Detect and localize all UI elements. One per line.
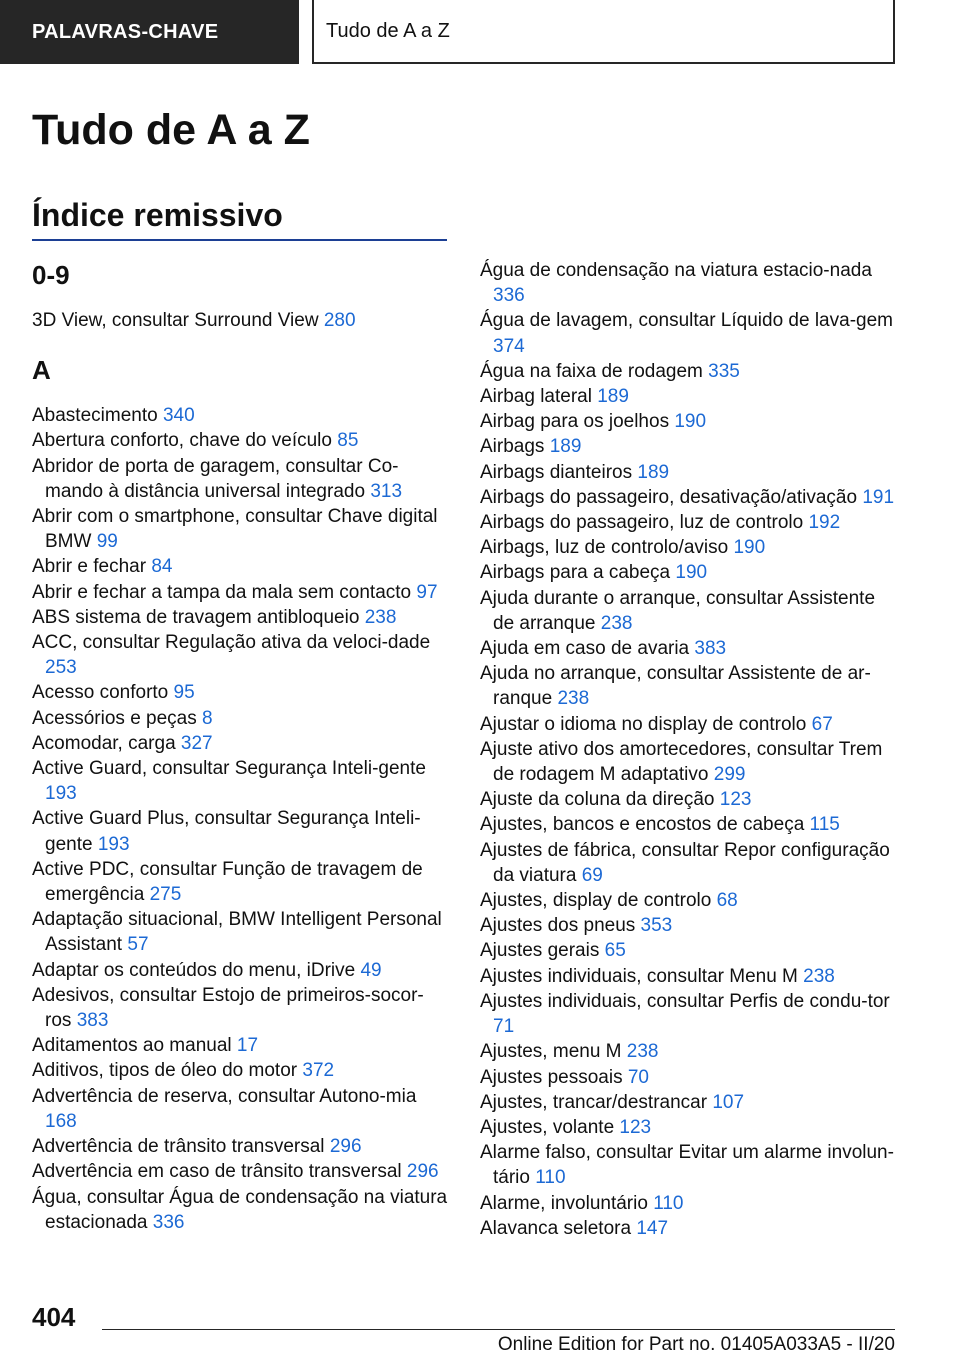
header-section-label: PALAVRAS-CHAVE (32, 20, 219, 43)
index-entry-text: Alarme falso, consultar Evitar um alarme involun‐tário (480, 1142, 894, 1189)
index-entry (32, 308, 448, 333)
index-entry-page-link[interactable]: 190 (675, 562, 708, 584)
index-entry-page-link[interactable]: 115 (809, 814, 840, 836)
index-entry-text: Ajuste da coluna da direção (480, 789, 715, 811)
index-entry-text: Alavanca seletora (480, 1217, 632, 1239)
index-entry-text: Abrir e fechar a tampa da mala sem contacto (32, 581, 412, 603)
footer-divider (102, 1329, 895, 1330)
index-entry-text: Aditivos, tipos de óleo do motor (32, 1060, 298, 1082)
index-entry (32, 403, 448, 428)
index-entry-text: ACC, consultar Regulação ativa da veloci‐dade (32, 632, 431, 654)
index-entry-page-link[interactable]: 238 (803, 965, 835, 987)
index-entry (32, 1185, 448, 1235)
index-entry-text: Active Guard, consultar Segurança Inteli‐gente (32, 758, 426, 780)
index-entry (480, 308, 896, 358)
page-title: Tudo de A a Z (32, 106, 310, 154)
index-entry (480, 1216, 896, 1241)
index-entry (480, 560, 896, 585)
page-number: 404 (32, 1302, 76, 1332)
index-entry-page-link[interactable]: 238 (626, 1041, 659, 1063)
index-entry (32, 1058, 448, 1083)
index-entry (32, 554, 448, 579)
index-entry (480, 913, 896, 938)
index-entry-page-link[interactable]: 8 (202, 707, 213, 729)
index-entry (480, 964, 896, 989)
index-entry-page-link[interactable]: 253 (45, 657, 77, 679)
index-entry (480, 989, 896, 1039)
index-entry-page-link[interactable]: 190 (733, 537, 766, 559)
footer-edition-text: Online Edition for Part no. 01405A033A5 - II/20 (497, 1334, 895, 1355)
index-entry-text: Adaptar os conteúdos do menu, iDrive (32, 959, 356, 981)
index-entry-text: Ajustes, trancar/destrancar (480, 1091, 708, 1113)
index-entry-text: Ajustes dos pneus (480, 915, 636, 937)
index-entry (32, 454, 448, 504)
index-entry-page-link[interactable]: 84 (151, 556, 173, 578)
index-entry-page-link[interactable]: 238 (557, 688, 590, 710)
index-entry-page-link[interactable]: 190 (674, 411, 707, 433)
index-entry (480, 409, 896, 434)
index-entry-page-link[interactable]: 85 (337, 430, 359, 452)
index-column-right (480, 258, 896, 1241)
index-entry-text: ABS sistema de travagem antibloqueio (32, 606, 360, 628)
index-entry-page-link[interactable]: 335 (708, 360, 740, 382)
index-entry-page-link[interactable]: 168 (45, 1110, 77, 1132)
index-entry-page-link[interactable]: 372 (302, 1060, 335, 1082)
index-entry-text: Airbag lateral (480, 386, 592, 408)
index-group-letter: 0-9 (32, 260, 70, 290)
index-entry (32, 1159, 448, 1184)
index-entry-page-link[interactable]: 336 (152, 1211, 185, 1233)
index-entry (32, 857, 448, 907)
index-entry (480, 712, 896, 737)
index-entry-page-link[interactable]: 275 (149, 884, 182, 906)
index-entry (480, 384, 896, 409)
index-entry-page-link[interactable]: 340 (162, 405, 195, 427)
index-entry-text: Airbags do passageiro, desativação/ativação (480, 486, 858, 508)
index-group-letter: A (32, 355, 51, 386)
index-entry (480, 737, 896, 787)
index-entry (480, 510, 896, 535)
index-entry (480, 535, 896, 560)
index-entry-text: Ajustes pessoais (480, 1066, 623, 1088)
index-entry-page-link[interactable]: 65 (604, 940, 626, 962)
index-entry-page-link[interactable]: 383 (76, 1010, 109, 1032)
index-entry-text: Airbag para os joelhos (480, 411, 670, 433)
index-entry-text: Airbags dianteiros (480, 461, 633, 483)
index-entry-page-link[interactable]: 95 (173, 682, 195, 704)
index-entry (32, 1033, 448, 1058)
section-divider (32, 239, 447, 241)
index-entry-text: Ajustes, display de controlo (480, 890, 712, 912)
index-entry (480, 1039, 896, 1064)
index-entry-text: Alarme, involuntário (480, 1192, 648, 1214)
index-entry-page-link[interactable]: 99 (96, 531, 118, 553)
index-entry-page-link[interactable]: 110 (653, 1192, 684, 1214)
index-entry-page-link[interactable]: 49 (360, 959, 382, 981)
index-entry (480, 1065, 896, 1090)
index-entry (480, 787, 896, 812)
index-entry (32, 680, 448, 705)
index-entry-text: Acessórios e peças (32, 707, 197, 729)
index-entry-page-link[interactable]: 123 (719, 789, 752, 811)
index-entry-page-link[interactable]: 189 (637, 461, 670, 483)
index-entry-page-link[interactable]: 383 (694, 638, 727, 660)
index-entry-page-link[interactable]: 110 (535, 1167, 566, 1189)
index-entry-page-link[interactable]: 97 (416, 581, 438, 603)
index-entry-page-link[interactable]: 327 (180, 732, 213, 754)
index-entry (32, 907, 448, 957)
index-entry (32, 806, 448, 856)
index-entry-text: Advertência de reserva, consultar Autono‐mia (32, 1085, 417, 1107)
index-entry (480, 888, 896, 913)
index-entry-text: Abrir com o smartphone, consultar Chave digital BMW (32, 506, 438, 553)
index-entry-page-link[interactable]: 296 (329, 1136, 362, 1158)
index-entry (480, 1191, 896, 1216)
index-entry-page-link[interactable]: 17 (236, 1035, 259, 1057)
index-entry-text: Advertência de trânsito transversal (32, 1136, 325, 1158)
index-entry-page-link[interactable]: 192 (808, 512, 841, 534)
index-entry (32, 706, 448, 731)
index-entry-text: Aditamentos ao manual (32, 1035, 232, 1057)
index-entry-page-link[interactable]: 280 (323, 310, 356, 331)
index-entry-text: Acomodar, carga (32, 732, 176, 754)
index-entry-page-link[interactable]: 189 (597, 386, 629, 408)
index-entry (32, 1084, 448, 1134)
index-entry-text: Água, consultar Água de condensação na viatura estacionada (32, 1186, 448, 1233)
index-entry-text: Active PDC, consultar Função de travagem de emergência (32, 858, 423, 906)
index-group (32, 258, 448, 333)
index-entry-text: 3D View, consultar Surround View (32, 310, 319, 331)
index-entry (480, 485, 896, 510)
index-entry-text: Ajuste ativo dos amortecedores, consultar Trem de rodagem M adaptativo (480, 738, 883, 786)
index-entry (32, 605, 448, 630)
index-entry-text: Abertura conforto, chave do veículo (32, 430, 332, 452)
section-title: Índice remissivo (32, 197, 283, 233)
index-entry (480, 434, 896, 459)
index-entry-text: Abrir e fechar (32, 556, 147, 578)
index-entry-text: Abastecimento (32, 405, 158, 427)
index-entry (480, 636, 896, 661)
index-entry (480, 359, 896, 384)
index-entry-text: Água na faixa de rodagem (480, 360, 703, 382)
index-entry-page-link[interactable]: 193 (97, 833, 130, 855)
index-entry (480, 258, 896, 308)
index-entry (32, 958, 448, 983)
index-entry-text: Ajuda no arranque, consultar Assistente de ar‐ranque (480, 663, 871, 710)
index-entry-page-link[interactable]: 68 (716, 890, 738, 912)
index-column-left (32, 258, 448, 1235)
index-entry (32, 1134, 448, 1159)
index-entry-page-link[interactable]: 107 (712, 1091, 745, 1113)
index-entry (32, 580, 448, 605)
index-entry (480, 812, 896, 837)
index-entry-page-link[interactable]: 299 (713, 764, 746, 786)
index-entry-text: Ajuda em caso de avaria (480, 638, 690, 660)
index-entry-text: Adaptação situacional, BMW Intelligent Personal Assistant (32, 909, 442, 956)
index-entry (480, 661, 896, 711)
index-entry-text: Airbags do passageiro, luz de controlo (480, 512, 804, 534)
header-title-tab (312, 0, 895, 64)
index-entry-page-link[interactable]: 193 (45, 783, 77, 805)
index-entry-page-link[interactable]: 238 (600, 612, 633, 634)
header-title-label: Tudo de A a Z (326, 19, 450, 42)
index-entry-text: Abridor de porta de garagem, consultar Co‐mando à distância universal integrado (32, 455, 399, 502)
index-entry-text: Ajustes individuais, consultar Menu M (480, 965, 798, 987)
index-entry-page-link[interactable]: 57 (127, 934, 149, 956)
index-entry-text: Airbags para a cabeça (480, 562, 671, 584)
index-entry-page-link[interactable]: 123 (619, 1116, 652, 1138)
index-entry (480, 1115, 896, 1140)
index-entry (480, 1090, 896, 1115)
index-entry (480, 1140, 896, 1190)
header-section-tab (0, 0, 299, 64)
index-entry-text: Água de lavagem, consultar Líquido de lava‐gem (480, 310, 893, 332)
index-entry-text: Ajustes de fábrica, consultar Repor configuração da viatura (480, 839, 890, 886)
index-entry-text: Airbags, luz de controlo/aviso (480, 537, 729, 559)
index-entry (480, 586, 896, 636)
index-entry-page-link[interactable]: 313 (370, 480, 403, 502)
index-entry-text: Active Guard Plus, consultar Segurança Inteli‐gente (32, 808, 421, 855)
index-entry-page-link[interactable]: 374 (493, 335, 525, 357)
index-entry-page-link[interactable]: 147 (636, 1217, 669, 1239)
index-entry-page-link[interactable]: 238 (364, 606, 397, 628)
index-entry-text: Ajustes, volante (480, 1116, 615, 1138)
index-entry (32, 983, 448, 1033)
index-group (32, 353, 448, 1235)
index-entry-page-link[interactable]: 353 (640, 915, 673, 937)
index-entry (480, 938, 896, 963)
index-entry (32, 731, 448, 756)
index-entry (32, 428, 448, 453)
index-entry-page-link[interactable]: 296 (406, 1161, 439, 1183)
index-entry (480, 460, 896, 485)
index-entry-text: Ajustar o idioma no display de controlo (480, 713, 807, 735)
index-entry-text: Airbags (480, 436, 545, 458)
index-entry-page-link[interactable]: 69 (581, 864, 603, 886)
index-entry (32, 630, 448, 680)
index-entry-text: Ajustes, menu M (480, 1041, 622, 1063)
index-entry-text: Ajustes individuais, consultar Perfis de condu‐tor (480, 990, 890, 1012)
index-entry-page-link[interactable]: 71 (493, 1016, 515, 1038)
index-entry-text: Ajustes, bancos e encostos de cabeça (480, 814, 805, 836)
index-entry (32, 504, 448, 554)
index-entry-text: Ajustes gerais (480, 940, 600, 962)
index-entry-page-link[interactable]: 67 (811, 713, 833, 735)
index-entry-text: Advertência em caso de trânsito transversal (32, 1161, 402, 1183)
index-entry-text: Água de condensação na viatura estacio‐nada (480, 260, 872, 281)
index-entry (32, 756, 448, 806)
index-entry-page-link[interactable]: 189 (549, 436, 582, 458)
index-entry-page-link[interactable]: 191 (862, 486, 895, 508)
index-entry-page-link[interactable]: 70 (627, 1066, 649, 1088)
index-entry-text: Ajuda durante o arranque, consultar Assistente de arranque (480, 587, 876, 634)
index-entry-text: Adesivos, consultar Estojo de primeiros-socor‐ros (32, 984, 424, 1032)
index-entry-page-link[interactable]: 336 (493, 285, 525, 307)
index-entry (480, 838, 896, 888)
index-entry-text: Acesso conforto (32, 682, 169, 704)
